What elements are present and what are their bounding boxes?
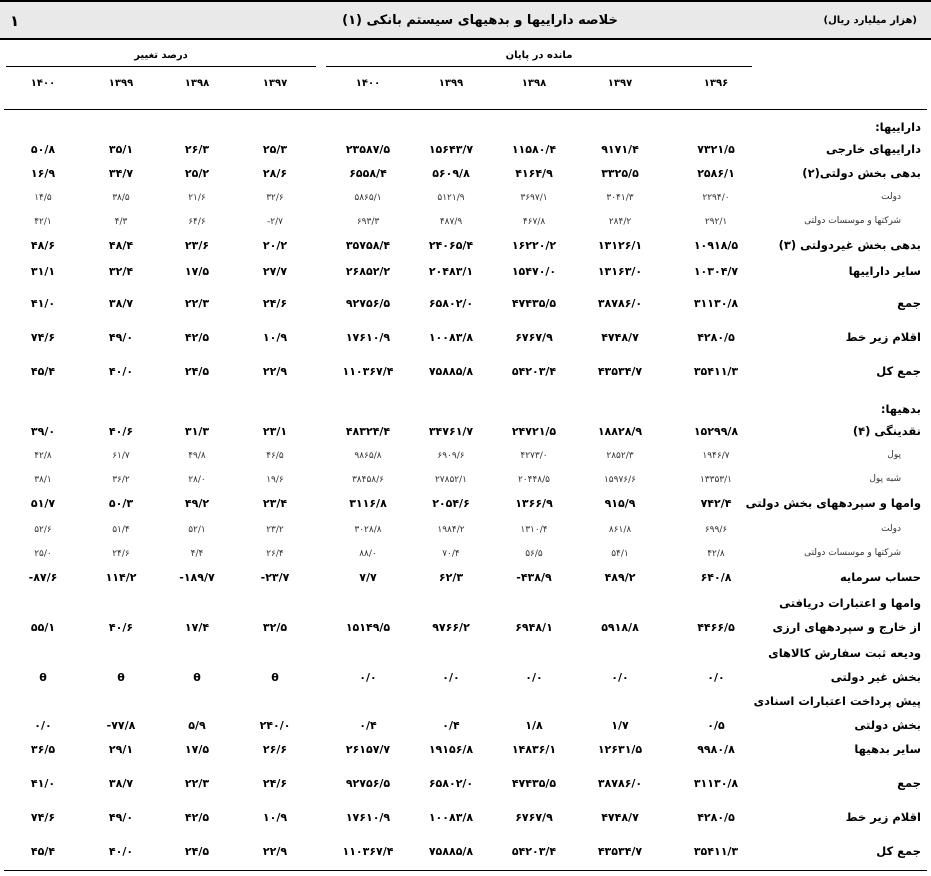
table-cell: ۷۵۸۸۵/۸ (428, 365, 474, 378)
page-number: ۱ (10, 12, 20, 30)
row-label: بدهی بخش دولتی(۲) (802, 166, 921, 180)
table-cell: ۵۴۲۰۳/۴ (511, 365, 557, 378)
table-cell: ۳۶/۲ (112, 475, 130, 485)
table-cell: ۳۸۴۵۸/۶ (351, 475, 385, 485)
table-cell: ۵۵/۱ (30, 621, 56, 634)
table-cell: ۴۹/۰ (108, 331, 134, 344)
table-row (0, 494, 931, 516)
table-cell: ۵۸۶۵/۱ (354, 193, 382, 203)
row-label: حساب سرمایه (839, 570, 921, 584)
row-label: بخش غیر دولتی (830, 670, 921, 684)
table-cell: ۴۰/۰ (108, 845, 134, 858)
table-cell: θ (193, 671, 201, 684)
table-cell: ۱۳۱۶۳/۰ (597, 265, 643, 278)
table-cell: ۲۲۹۴/۰ (702, 193, 730, 203)
table-cell: ۱۳۳۵۳/۱ (699, 475, 733, 485)
table-cell: ۱۷۶۱۰/۹ (345, 331, 391, 344)
table-row (0, 446, 931, 468)
table-cell: ۲۷۸۵۲/۱ (434, 475, 468, 485)
table-cell: ۹۲۷۵۶/۵ (345, 777, 391, 790)
table-cell: ۴۵/۴ (30, 845, 56, 858)
table-cell: ۳۱۱۳۰/۸ (693, 297, 739, 310)
table-cell: ۴۶/۵ (266, 451, 284, 461)
table-cell: ۱۸۸۲۸/۹ (597, 425, 643, 438)
row-label: نقدینگی (۴) (852, 424, 921, 438)
table-cell: ۳۵۴۱۱/۳ (693, 365, 739, 378)
table-cell: ۴۳۵۳۴/۷ (597, 845, 643, 858)
table-cell: -۱۸۹/۷ (179, 571, 215, 584)
table-row (0, 212, 931, 234)
table-cell: ۴۲۸۰/۵ (697, 811, 735, 824)
group-rule-change (6, 66, 316, 67)
table-cell: ۲۴/۵ (184, 845, 210, 858)
table-cell: ۰/۰ (442, 671, 460, 684)
table-cell: ۱۰۹۱۸/۵ (693, 239, 739, 252)
table-cell: ۲۳/۴ (262, 497, 288, 510)
row-label: جمع کل (876, 364, 921, 378)
table-cell: -۲/۷ (267, 217, 283, 227)
row-label: بدهیها: (880, 402, 921, 416)
table-cell: ۴۶۷/۸ (522, 217, 546, 227)
table-cell: ۳۹/۰ (30, 425, 56, 438)
table-cell: ۱۴/۵ (34, 193, 52, 203)
table-cell: ۱۳۱۲۶/۱ (597, 239, 643, 252)
table-cell: ۸۸/۰ (359, 549, 377, 559)
table-cell: ۱۵۹۷۶/۶ (603, 475, 637, 485)
table-cell: ۱۱۵۸۰/۴ (511, 143, 557, 156)
table-cell: ۴۲/۸ (34, 451, 52, 461)
group-header-change: درصد تغییر (134, 50, 188, 61)
table-cell: ۱۹۸۴/۲ (437, 525, 465, 535)
table-cell: ۲۴۷۲۱/۵ (511, 425, 557, 438)
row-label: وامها و اعتبارات دریافتی (779, 596, 921, 610)
table-cell: ۱۲۶۳۱/۵ (597, 743, 643, 756)
table-cell: ۵۹۱۸/۸ (601, 621, 639, 634)
table-cell: ۴۲/۵ (184, 331, 210, 344)
table-cell: ۵۲/۱ (188, 525, 206, 535)
table-cell: ۶۹۴۸/۱ (515, 621, 553, 634)
table-cell: ۳۲/۴ (108, 265, 134, 278)
table-cell: ۲۰۴۴۸/۵ (517, 475, 551, 485)
table-cell: ۶۹۹/۶ (704, 525, 728, 535)
table-cell: ۶۹۳/۳ (356, 217, 380, 227)
table-cell: ۳۶/۵ (30, 743, 56, 756)
table-cell: ۵۱/۴ (112, 525, 130, 535)
document-title: خلاصه داراییها و بدهیهای سیستم بانکی (۱) (342, 13, 618, 28)
column-header: ۱۳۹۶ (703, 78, 729, 89)
group-header-balance: مانده در پایان (505, 50, 573, 61)
table-cell: ۹۱۵/۹ (604, 497, 636, 510)
table-cell: ۴۲/۱ (34, 217, 52, 227)
table-row (0, 568, 931, 590)
table-cell: ۹۹۸۰/۸ (697, 743, 735, 756)
row-label: دولت (881, 524, 901, 534)
table-cell: θ (117, 671, 125, 684)
table-cell: ۱۱۴/۲ (105, 571, 137, 584)
table-cell: ۲۵۸۶/۱ (697, 167, 735, 180)
table-row (0, 544, 931, 566)
column-header: ۱۳۹۸ (521, 78, 547, 89)
row-label: بدهی بخش غیردولتی (۳) (778, 238, 921, 252)
table-cell: ۲۱/۶ (188, 193, 206, 203)
table-cell: ۲۶۱۵۷/۷ (345, 743, 391, 756)
table-row (0, 740, 931, 762)
table-row (0, 618, 931, 640)
table-cell: ۲۳/۶ (184, 239, 210, 252)
row-label: جمع (897, 296, 921, 310)
row-label: پیش پرداخت اعتبارات اسنادی (753, 694, 921, 708)
table-cell: ۰/۰ (34, 719, 52, 732)
column-header: ۱۴۰۰ (30, 78, 56, 89)
table-cell: ۱۳۱۰/۴ (520, 525, 548, 535)
table-cell: ۴۱۶۴/۹ (515, 167, 553, 180)
table-cell: ۰/۴ (442, 719, 460, 732)
table-cell: ۷۴/۶ (30, 811, 56, 824)
table-cell: ۲۰۵۴/۶ (432, 497, 470, 510)
table-cell: ۲۴۰۶۵/۴ (428, 239, 474, 252)
table-cell: ۱۰۰۸۳/۸ (428, 811, 474, 824)
table-cell: ۵۰/۸ (30, 143, 56, 156)
table-cell: ۲۲/۹ (262, 365, 288, 378)
table-cell: ۲۸/۶ (262, 167, 288, 180)
row-label: اقلام زیر خط (845, 330, 921, 344)
table-cell: ۷۴/۶ (30, 331, 56, 344)
table-cell: ۷۰/۴ (442, 549, 460, 559)
table-cell: ۴۸۹/۲ (604, 571, 636, 584)
table-cell: ۲۸/۰ (188, 475, 206, 485)
column-header: ۱۳۹۷ (607, 78, 633, 89)
table-cell: ۱۵۲۹۹/۸ (693, 425, 739, 438)
table-cell: ۲۳/۲ (266, 525, 284, 535)
table-cell: ۴۰/۰ (108, 365, 134, 378)
table-cell: ۲۴/۵ (184, 365, 210, 378)
table-cell: ۶۴۰/۸ (700, 571, 732, 584)
table-cell: ۲۲/۹ (262, 845, 288, 858)
table-cell: ۵۱/۷ (30, 497, 56, 510)
table-cell: ۴۲۷۳/۰ (520, 451, 548, 461)
table-cell: ۶۲/۳ (438, 571, 464, 584)
table-row (0, 140, 931, 162)
table-row (0, 692, 931, 714)
table-cell: ۳۵۴۱۱/۳ (693, 845, 739, 858)
table-cell: ۱۴۸۳۶/۱ (511, 743, 557, 756)
row-label: پول (887, 450, 901, 460)
table-cell: ۷۴۲/۴ (700, 497, 732, 510)
row-label: شبه پول (869, 474, 901, 484)
table-cell: ۳۲/۶ (266, 193, 284, 203)
table-cell: ۱۰/۹ (262, 811, 288, 824)
table-cell: ۳۸/۷ (108, 297, 134, 310)
row-label: داراییها: (875, 120, 921, 134)
table-cell: ۹۱۷۱/۴ (601, 143, 639, 156)
table-row (0, 118, 931, 140)
table-cell: ۴۹/۰ (108, 811, 134, 824)
table-cell: ۱۶/۹ (30, 167, 56, 180)
row-label: سایر داراییها (848, 264, 921, 278)
table-cell: ۱۹۱۵۶/۸ (428, 743, 474, 756)
row-label: از خارج و سپردههای ارزی (772, 620, 921, 634)
row-label: سایر بدهیها (854, 742, 921, 756)
table-cell: ۲۲/۳ (184, 777, 210, 790)
table-cell: ۱۱۰۳۶۷/۴ (342, 845, 394, 858)
table-cell: ۱/۸ (525, 719, 543, 732)
table-row (0, 262, 931, 284)
table-cell: ۱۹/۶ (266, 475, 284, 485)
column-header: ۱۳۹۸ (184, 78, 210, 89)
table-cell: ۲۶/۴ (266, 549, 284, 559)
table-cell: ۶۵۵۸/۴ (349, 167, 387, 180)
table-cell: ۲۴/۶ (262, 777, 288, 790)
group-rule-balance (326, 66, 752, 67)
table-row (0, 236, 931, 258)
table-row (0, 668, 931, 690)
table-cell: ۲۶۸۵۲/۲ (345, 265, 391, 278)
table-cell: θ (39, 671, 47, 684)
table-cell: ۳۸۷۸۶/۰ (597, 777, 643, 790)
column-header: ۱۳۹۹ (108, 78, 134, 89)
table-cell: ۴۹/۲ (184, 497, 210, 510)
table-cell: ۱۳۶۶/۹ (515, 497, 553, 510)
table-cell: ۴۵/۴ (30, 365, 56, 378)
table-cell: ۲۰۴۸۳/۱ (428, 265, 474, 278)
row-label: شرکتها و موسسات دولتی (804, 216, 901, 226)
table-cell: ۳۴۷۶۱/۷ (428, 425, 474, 438)
table-cell: ۰/۰ (359, 671, 377, 684)
bottom-rule (4, 870, 927, 871)
table-cell: ۶۷۶۷/۹ (515, 811, 553, 824)
table-row (0, 774, 931, 796)
table-row (0, 520, 931, 542)
row-label: بخش دولتی (854, 718, 921, 732)
header-rule (4, 109, 927, 110)
table-row (0, 594, 931, 616)
table-cell: ۳۸۷۸۶/۰ (597, 297, 643, 310)
table-cell: ۲۳۵۸۷/۵ (345, 143, 391, 156)
table-cell: ۳۵/۱ (108, 143, 134, 156)
row-label: جمع کل (876, 844, 921, 858)
table-cell: ۵۲/۶ (34, 525, 52, 535)
table-cell: ۲۳/۱ (262, 425, 288, 438)
table-cell: ۷/۷ (359, 571, 377, 584)
table-cell: ۳۰۲۸/۸ (354, 525, 382, 535)
table-row (0, 644, 931, 666)
table-cell: ۵۱۲۱/۹ (437, 193, 465, 203)
table-cell: ۳۰۴۱/۳ (606, 193, 634, 203)
table-cell: ۱۵۱۴۹/۵ (345, 621, 391, 634)
table-cell: ۹۷۶۶/۲ (432, 621, 470, 634)
table-cell: ۴۸۳۲۴/۴ (345, 425, 391, 438)
row-label: ودیعه ثبت سفارش کالاهای (768, 646, 921, 660)
table-cell: ۴۲/۸ (707, 549, 725, 559)
unit-label: (هزار میلیارد ریال) (823, 15, 917, 26)
table-cell: ۴۱/۰ (30, 777, 56, 790)
table-cell: ۵۶/۵ (525, 549, 543, 559)
table-cell: ۹۸۶۵/۸ (354, 451, 382, 461)
table-cell: ۴۰/۶ (108, 621, 134, 634)
row-label: دولت (881, 192, 901, 202)
row-label: شرکتها و موسسات دولتی (804, 548, 901, 558)
table-cell: ۲۶/۳ (184, 143, 210, 156)
table-cell: ۴۷۴۸/۷ (601, 811, 639, 824)
table-cell: ۵۰/۳ (108, 497, 134, 510)
table-cell: ۳۸/۵ (112, 193, 130, 203)
table-cell: ۳۶۹۷/۱ (520, 193, 548, 203)
table-cell: ۴۸۷/۹ (439, 217, 463, 227)
table-cell: ۰/۰ (611, 671, 629, 684)
table-cell: ۴۷۴۸/۷ (601, 331, 639, 344)
table-cell: ۵۶۰۹/۸ (432, 167, 470, 180)
table-cell: -۷۷/۸ (106, 719, 136, 732)
table-cell: ۳۵۷۵۸/۴ (345, 239, 391, 252)
title-bar (0, 0, 931, 40)
table-cell: ۳۴/۷ (108, 167, 134, 180)
table-cell: ۱۷/۵ (184, 743, 210, 756)
table-cell: ۱/۷ (611, 719, 629, 732)
column-header: ۱۴۰۰ (355, 78, 381, 89)
table-cell: ۴/۴ (190, 549, 204, 559)
table-row (0, 808, 931, 830)
table-cell: ۲۸۴/۲ (608, 217, 632, 227)
row-label: جمع (897, 776, 921, 790)
table-row (0, 422, 931, 444)
table-cell: ۲۵/۲ (184, 167, 210, 180)
table-cell: ۷۳۲۱/۵ (697, 143, 735, 156)
table-cell: -۴۳۸/۹ (516, 571, 552, 584)
table-cell: ۱۷/۴ (184, 621, 210, 634)
table-row (0, 164, 931, 186)
table-cell: ۴۰/۶ (108, 425, 134, 438)
table-row (0, 400, 931, 422)
table-cell: ۲۶/۶ (262, 743, 288, 756)
table-cell: ۳۱/۳ (184, 425, 210, 438)
table-cell: ۱۰۳۰۴/۷ (693, 265, 739, 278)
table-cell: ۱۷۶۱۰/۹ (345, 811, 391, 824)
table-row (0, 470, 931, 492)
table-cell: ۲۲/۳ (184, 297, 210, 310)
table-row (0, 716, 931, 738)
table-cell: ۰/۰ (707, 671, 725, 684)
table-cell: ۳۸/۱ (34, 475, 52, 485)
table-cell: ۰/۴ (359, 719, 377, 732)
table-cell: ۲۹/۱ (108, 743, 134, 756)
table-cell: ۳۱۱۶/۸ (349, 497, 387, 510)
table-cell: ۳۳۲۵/۵ (601, 167, 639, 180)
table-row (0, 362, 931, 384)
row-label: وامها و سپردههای بخش دولتی (745, 496, 921, 510)
table-cell: ۲۸۵۲/۳ (606, 451, 634, 461)
table-cell: ۹۲۷۵۶/۵ (345, 297, 391, 310)
table-cell: -۲۳/۷ (260, 571, 290, 584)
table-cell: ۱۵۶۴۳/۷ (428, 143, 474, 156)
column-header: ۱۳۹۹ (438, 78, 464, 89)
table-cell: ۱۵۴۷۰/۰ (511, 265, 557, 278)
table-cell: ۳۱۱۳۰/۸ (693, 777, 739, 790)
table-row (0, 842, 931, 864)
table-cell: ۶۴/۶ (188, 217, 206, 227)
table-cell: ۱۰/۹ (262, 331, 288, 344)
table-cell: ۳۱/۱ (30, 265, 56, 278)
table-cell: ۴۷۴۳۵/۵ (511, 777, 557, 790)
table-cell: ۱۹۴۶/۷ (702, 451, 730, 461)
table-cell: ۶۵۸۰۲/۰ (428, 297, 474, 310)
table-cell: ۱۰۰۸۳/۸ (428, 331, 474, 344)
column-header: ۱۳۹۷ (262, 78, 288, 89)
row-label: داراییهای خارجی (825, 142, 921, 156)
table-row (0, 294, 931, 316)
table-cell: ۲۴/۶ (112, 549, 130, 559)
table-cell: θ (271, 671, 279, 684)
table-cell: ۲۵/۳ (262, 143, 288, 156)
table-cell: ۱۱۰۳۶۷/۴ (342, 365, 394, 378)
table-cell: ۸۶۱/۸ (608, 525, 632, 535)
table-row (0, 188, 931, 210)
table-cell: ۱۷/۵ (184, 265, 210, 278)
table-cell: ۳۸/۷ (108, 777, 134, 790)
table-cell: ۲۷/۷ (262, 265, 288, 278)
table-cell: ۰/۰ (525, 671, 543, 684)
table-cell: ۴۳۵۳۴/۷ (597, 365, 643, 378)
table-cell: ۴/۳ (114, 217, 128, 227)
table-cell: ۴۲۸۰/۵ (697, 331, 735, 344)
table-cell: ۵۴۲۰۳/۴ (511, 845, 557, 858)
table-cell: ۷۵۸۸۵/۸ (428, 845, 474, 858)
table-cell: -۸۷/۶ (28, 571, 58, 584)
table-cell: ۴۷۴۳۵/۵ (511, 297, 557, 310)
table-cell: ۴۴۶۶/۵ (697, 621, 735, 634)
table-cell: ۴۲/۵ (184, 811, 210, 824)
table-cell: ۱۶۲۲۰/۲ (511, 239, 557, 252)
table-cell: ۶۵۸۰۲/۰ (428, 777, 474, 790)
table-cell: ۴۸/۴ (108, 239, 134, 252)
table-cell: ۰/۵ (707, 719, 725, 732)
table-cell: ۲۵/۰ (34, 549, 52, 559)
table-cell: ۶۷۶۷/۹ (515, 331, 553, 344)
table-cell: ۲۴/۶ (262, 297, 288, 310)
table-cell: ۲۴۰/۰ (259, 719, 291, 732)
table-cell: ۶۱/۷ (112, 451, 130, 461)
table-cell: ۳۲/۵ (262, 621, 288, 634)
table-row (0, 328, 931, 350)
table-cell: ۲۹۲/۱ (704, 217, 728, 227)
table-cell: ۴۹/۸ (188, 451, 206, 461)
table-cell: ۵/۹ (188, 719, 206, 732)
table-cell: ۲۰/۲ (262, 239, 288, 252)
table-cell: ۴۱/۰ (30, 297, 56, 310)
table-cell: ۵۴/۱ (611, 549, 629, 559)
table-cell: ۶۹۰۹/۶ (437, 451, 465, 461)
row-label: اقلام زیر خط (845, 810, 921, 824)
table-cell: ۴۸/۶ (30, 239, 56, 252)
